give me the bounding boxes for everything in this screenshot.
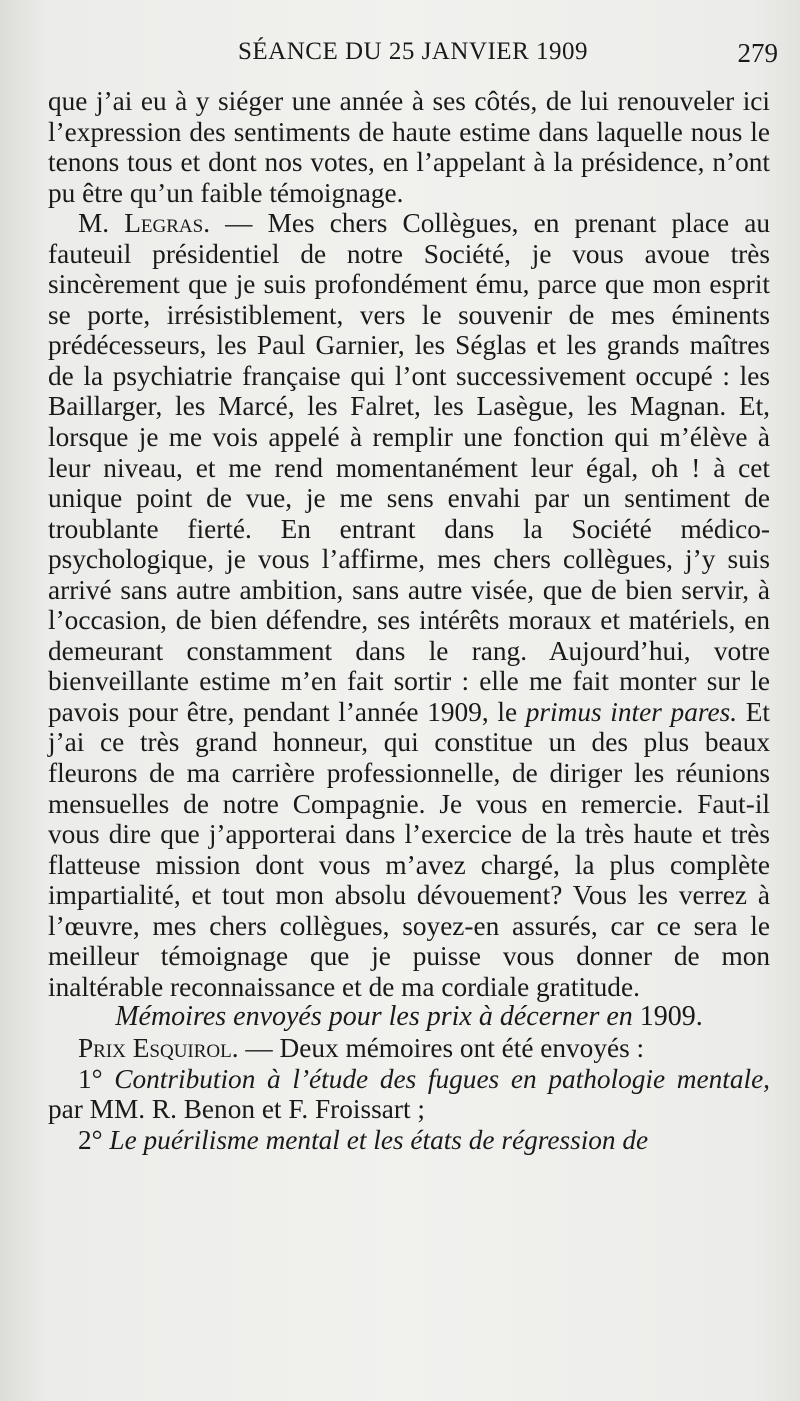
- header-title: [48, 38, 778, 66]
- item2-number: 2°: [78, 1124, 103, 1155]
- paragraph-prix-esquirol: [48, 1033, 770, 1064]
- item1-number: 1°: [78, 1063, 103, 1094]
- memoires-heading-year: 1909.: [639, 1001, 703, 1033]
- running-header: [48, 38, 778, 78]
- paragraph-continuation: que j’ai eu à y siéger une année à ses côtés, de lui renouveler ici l’expression des sentiments de haute estime dans laquelle nous le tenons tous et dont nos votes, en l’appelant à la présidence, n’ont pu être qu’un faible témoignage.: [48, 86, 770, 208]
- header-seance: SÉANCE DU: [237, 38, 389, 65]
- item1-title: Contribution à l’étude des fugues en pathologie mentale,: [114, 1063, 771, 1094]
- speech-part-2: Et j’ai ce très grand honneur, qui constitue un des plus beaux fleurons de ma carrière professionnelle, de diriger les réunions mensuelles de notre Compagnie. Je vous en remercie. Faut-il vous dire que j’apporterai dans l’exercice de la très haute et très flatteuse mission dont vous m’avez chargé, la plus complète impartialité, et tout mon absolu dévouement? Vous les verrez à l’œuvre, mes chers collègues, soyez-en assurés, car ce sera le meilleur témoignage que je puisse vous donner de mon inaltérable reconnaissance et de ma cordiale gratitude.: [48, 696, 770, 1002]
- prix-intro: — Deux mémoires ont été envoyés :: [238, 1032, 645, 1063]
- memoire-item-1: [48, 1064, 770, 1125]
- header-day: 25: [388, 38, 415, 65]
- memoire-item-2: [48, 1125, 770, 1156]
- prix-label: Prix Esquirol.: [78, 1032, 239, 1063]
- item2-title: Le puérilisme mental et les états de régression de: [109, 1124, 649, 1155]
- speech-part-1: — Mes chers Collègues, en prenant place au fauteuil présidentiel de notre Société, je vous avoue très sincèrement que je suis profondément ému, parce que mon esprit se porte, irrésistiblement, vers le souvenir de mes éminents prédécesseurs, les Paul Garnier, les Séglas et les grands maîtres de la psychiatrie française qui l’ont successivement occupé : les Baillarger, les Marcé, les Falret, les Lasègue, les Magnan. Et, lorsque je me vois appelé à remplir une fonction qui m’élève à leur niveau, et me rend momentanément leur égal, oh ! à cet unique point de vue, je me sens envahi par un sentiment de troublante fierté. En entrant dans la Société médico-psychologique, je vous l’affirme, mes chers collègues, j’y suis arrivé sans autre ambition, sans autre visée, que de bien servir, à l’occasion, de bien défendre, ses intérêts moraux et matériels, en demeurant constamment dans le rang. Aujourd’hui, votre bienveillante estime m’en fait sortir : elle me fait monter sur le pavois pour être, pendant l’année 1909, le: [48, 208, 770, 727]
- speaker-name: M. Legras.: [78, 208, 211, 239]
- section-heading-memoires: [48, 1002, 770, 1033]
- header-year: 1909: [536, 38, 588, 65]
- latin-phrase: primus inter pares.: [525, 696, 738, 727]
- page-number: 279: [737, 38, 778, 68]
- paragraph-legras-speech: [48, 208, 770, 1002]
- memoires-heading-text: Mémoires envoyés pour les prix à décerner en: [115, 1001, 640, 1033]
- header-month: JANVIER: [414, 38, 536, 65]
- item1-authors: par MM. R. Benon et F. Froissart ;: [48, 1094, 425, 1125]
- body-text: [48, 86, 770, 1155]
